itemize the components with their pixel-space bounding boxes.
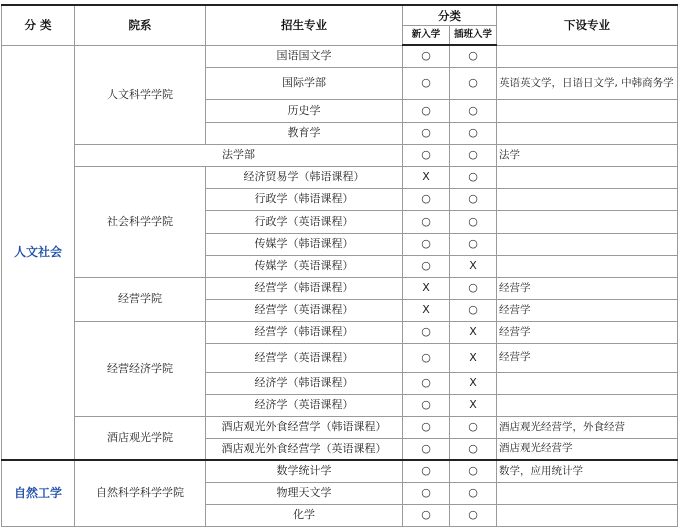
sub-majors-cell	[497, 210, 678, 233]
transfer-mark: ○	[450, 144, 497, 166]
header-transfer: 插班入学	[450, 26, 497, 46]
sub-majors-cell: 数学，应用统计学	[497, 460, 678, 482]
table-row	[2, 166, 678, 188]
transfer-mark: X	[450, 343, 497, 372]
category-humanities: 人文社会	[2, 45, 75, 460]
new-entry-mark: ○	[403, 144, 450, 166]
table-row	[2, 45, 678, 67]
sub-majors-cell	[497, 372, 678, 394]
major-cell: 数学统计学	[206, 460, 403, 482]
table-row	[2, 144, 678, 166]
new-entry-mark: ○	[403, 343, 450, 372]
major-cell: 传媒学（韩语课程）	[206, 233, 403, 255]
sub-majors-cell	[497, 122, 678, 144]
new-entry-mark: ○	[403, 394, 450, 416]
new-entry-mark: ○	[403, 321, 450, 343]
major-cell: 经济学（韩语课程）	[206, 372, 403, 394]
transfer-mark: ○	[450, 67, 497, 99]
new-entry-mark: ○	[403, 233, 450, 255]
sub-majors-cell	[497, 188, 678, 210]
transfer-mark: ○	[450, 45, 497, 67]
transfer-mark: ○	[450, 166, 497, 188]
college-science: 自然科学科学学院	[75, 460, 206, 526]
transfer-mark: X	[450, 321, 497, 343]
header-type: 分类	[403, 5, 497, 26]
new-entry-mark: X	[403, 166, 450, 188]
college-econ: 经营经济学院	[75, 321, 206, 416]
table-row	[2, 321, 678, 343]
transfer-mark: ○	[450, 416, 497, 438]
sub-majors-cell: 经营学	[497, 343, 678, 372]
major-cell: 经营学（韩语课程）	[206, 277, 403, 299]
major-cell: 经营学（韩语课程）	[206, 321, 403, 343]
transfer-mark: ○	[450, 299, 497, 321]
transfer-mark: ○	[450, 188, 497, 210]
new-entry-mark: ○	[403, 210, 450, 233]
transfer-mark: ○	[450, 482, 497, 504]
new-entry-mark: ○	[403, 188, 450, 210]
sub-majors-cell: 英语英文学，日语日文学, 中韩商务学	[497, 67, 678, 99]
major-cell: 经济学（英语课程）	[206, 394, 403, 416]
new-entry-mark: ○	[403, 372, 450, 394]
college-business: 经营学院	[75, 277, 206, 321]
sub-majors-cell	[497, 482, 678, 504]
major-cell: 物理天文学	[206, 482, 403, 504]
header-new-entry: 新入学	[403, 26, 450, 46]
major-cell: 经济贸易学（韩语课程）	[206, 166, 403, 188]
header-category: 分 类	[2, 5, 75, 45]
transfer-mark: ○	[450, 438, 497, 460]
transfer-mark: ○	[450, 99, 497, 122]
new-entry-mark: ○	[403, 482, 450, 504]
major-cell: 历史学	[206, 99, 403, 122]
major-cell: 化学	[206, 504, 403, 526]
new-entry-mark: ○	[403, 460, 450, 482]
transfer-mark: X	[450, 255, 497, 277]
category-engineering: 自然工学	[2, 460, 75, 526]
table-row	[2, 460, 678, 482]
new-entry-mark: ○	[403, 438, 450, 460]
table-row	[2, 277, 678, 299]
admissions-table	[1, 4, 678, 527]
major-cell: 行政学（韩语课程）	[206, 188, 403, 210]
transfer-mark: X	[450, 394, 497, 416]
header-sub-majors: 下设专业	[497, 5, 678, 45]
new-entry-mark: X	[403, 299, 450, 321]
sub-majors-cell	[497, 99, 678, 122]
major-cell: 传媒学（英语课程）	[206, 255, 403, 277]
sub-majors-cell: 法学	[497, 144, 678, 166]
major-cell: 经营学（英语课程）	[206, 343, 403, 372]
new-entry-mark: ○	[403, 67, 450, 99]
college-social: 社会科学学院	[75, 166, 206, 277]
transfer-mark: ○	[450, 210, 497, 233]
sub-majors-cell: 酒店观光经营学	[497, 438, 678, 460]
new-entry-mark: ○	[403, 416, 450, 438]
transfer-mark: ○	[450, 277, 497, 299]
college-humanities: 人文科学学院	[75, 45, 206, 144]
sub-majors-cell	[497, 394, 678, 416]
major-cell: 酒店观光外食经营学（韩语课程）	[206, 416, 403, 438]
new-entry-mark: ○	[403, 504, 450, 526]
sub-majors-cell	[497, 45, 678, 67]
header-college: 院系	[75, 5, 206, 45]
new-entry-mark: ○	[403, 99, 450, 122]
transfer-mark: ○	[450, 504, 497, 526]
major-cell: 国语国文学	[206, 45, 403, 67]
college-hotel: 酒店观光学院	[75, 416, 206, 460]
transfer-mark: ○	[450, 122, 497, 144]
major-cell: 酒店观光外食经营学（英语课程）	[206, 438, 403, 460]
new-entry-mark: ○	[403, 255, 450, 277]
sub-majors-cell: 酒店观光经营学，外食经营	[497, 416, 678, 438]
new-entry-mark: ○	[403, 45, 450, 67]
major-cell: 国际学部	[206, 67, 403, 99]
sub-majors-cell: 经营学	[497, 277, 678, 299]
table-row	[2, 416, 678, 438]
header-major: 招生专业	[206, 5, 403, 45]
major-cell: 教育学	[206, 122, 403, 144]
sub-majors-cell: 经营学	[497, 321, 678, 343]
new-entry-mark: X	[403, 277, 450, 299]
sub-majors-cell	[497, 255, 678, 277]
major-cell: 行政学（英语课程）	[206, 210, 403, 233]
transfer-mark: ○	[450, 460, 497, 482]
transfer-mark: X	[450, 372, 497, 394]
major-cell: 经营学（英语课程）	[206, 299, 403, 321]
new-entry-mark: ○	[403, 122, 450, 144]
sub-majors-cell	[497, 504, 678, 526]
transfer-mark: ○	[450, 233, 497, 255]
sub-majors-cell: 经营学	[497, 299, 678, 321]
college-law: 法学部	[75, 144, 403, 166]
sub-majors-cell	[497, 233, 678, 255]
sub-majors-cell	[497, 166, 678, 188]
